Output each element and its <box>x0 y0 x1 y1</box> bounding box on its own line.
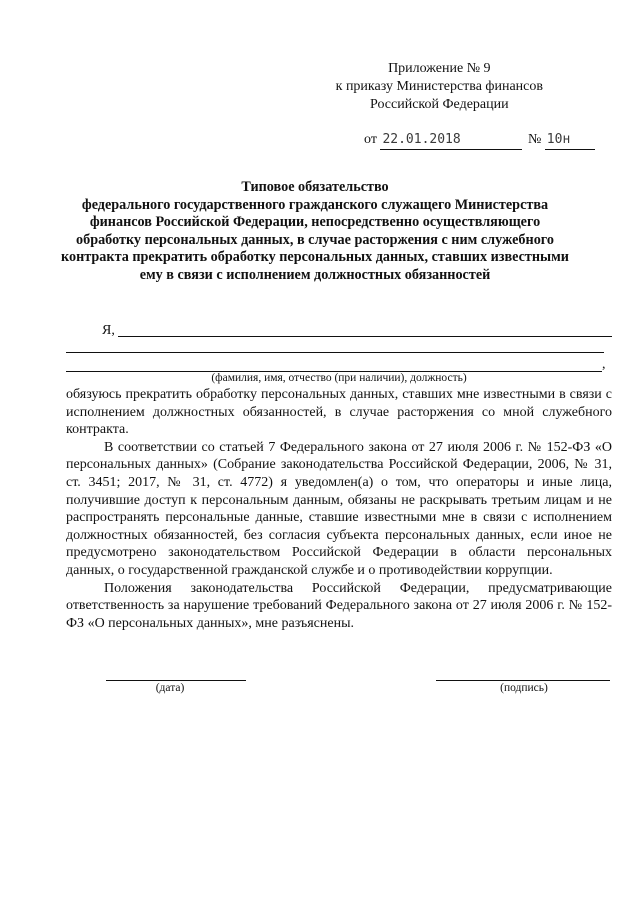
paragraph: обязуюсь прекратить обработку персональных данных, ставших мне известными в связи с исполнением должностных обязанностей, в случае расторжения со мной служебного контракта. <box>66 387 612 438</box>
title-line: обработку персональных данных, в случае расторжения с ним служебного <box>76 231 554 248</box>
appendix-line: к приказу Министерства финансов <box>335 79 543 94</box>
order-date: 22.01.2018 <box>380 131 522 150</box>
appendix-header <box>336 60 543 114</box>
title-line: контракта прекратить обработку персональных данных, ставших известными <box>61 249 569 266</box>
appendix-line: Российской Федерации <box>370 97 509 112</box>
title-line: ему в связи с исполнением должностных обязанностей <box>139 266 491 283</box>
signature-input-line[interactable] <box>436 680 610 681</box>
order-number-label: № <box>527 132 542 147</box>
name-input-line[interactable] <box>66 352 604 353</box>
title-line: финансов Российской Федерации, непосредственно осуществляющего <box>89 214 541 231</box>
name-caption: (фамилия, имя, отчество (при наличии), должность) <box>211 372 467 384</box>
document-body <box>66 386 612 632</box>
signature-caption: (подпись) <box>500 682 548 694</box>
order-from-label: от <box>364 132 377 147</box>
title-line: Типовое обязательство <box>241 179 389 195</box>
order-number: 10н <box>545 131 595 150</box>
name-prefix: Я, <box>102 323 115 338</box>
document-title <box>60 179 570 285</box>
paragraph: Положения законодательства Российской Федерации, предусматривающие ответственность за нарушение требований Федерального закона от 27 июля 2006 г. № 152-ФЗ «О персональных данных», мне разъяснены. <box>66 580 612 631</box>
name-line-comma: , <box>602 357 606 372</box>
title-line: федерального государственного гражданского служащего Министерства <box>81 196 549 213</box>
date-caption: (дата) <box>155 682 185 694</box>
order-reference <box>364 131 595 150</box>
appendix-line: Приложение № 9 <box>388 61 491 76</box>
date-input-line[interactable] <box>106 680 246 681</box>
name-input-line[interactable] <box>118 336 612 337</box>
paragraph: В соответствии со статьей 7 Федерального закона от 27 июля 2006 г. № 152-ФЗ «О персональных данных» (Собрание законодательства Российской Федерации, 2006, № 31, ст. 3451; 2017, № 31, ст. 4772) я уведомлен(а) о том, что операторы и иные лица, получившие доступ к персональным данным, обязаны не раскрывать третьим лицам и не распространять персональные данные, ставшие известными мне в связи с исполнением должностных обязанностей, без согласия субъекта персональных данных, если иное не предусмотрено законодательством Российской Федерации в области персональных данных, о государственной гражданской службе и о противодействии коррупции. <box>66 439 612 578</box>
